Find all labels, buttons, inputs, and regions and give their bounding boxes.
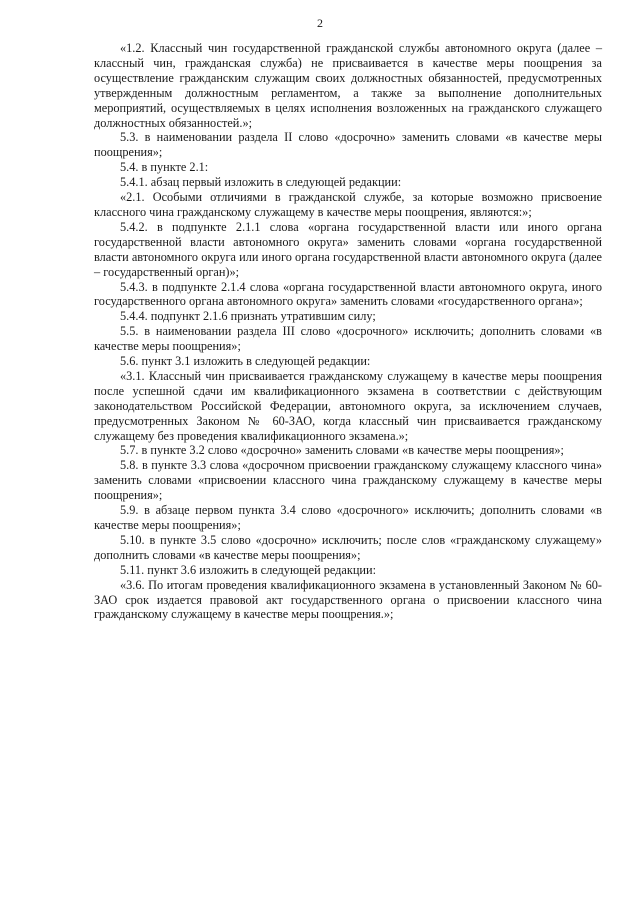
paragraph-3-1-quote: «3.1. Классный чин присваивается гражданскому служащему в качестве меры поощрения после успешной сдачи им квалификационного экзамена в соответствии с действующим законодательством Российской Федерации, автономного округа, за исключением случаев, предусмотренных Законом № 60-ЗАО, когда классный чин присваивается гражданскому служащему без проведения квалификационного экзамена.»;	[94, 368, 602, 443]
paragraph-5-11: 5.11. пункт 3.6 изложить в следующей редакции:	[120, 562, 377, 577]
document-body	[94, 41, 602, 622]
paragraph-5-4-3: 5.4.3. в подпункте 2.1.4 слова «органа государственной власти автономного округа, иного государственного органа автономного округа» заменить словами «государственного органа»;	[94, 279, 602, 309]
paragraph-3-6-quote: «3.6. По итогам проведения квалификационного экзамена в установленный Законом № 60-ЗАО срок издается правовой акт государственного органа о присвоении классного чина гражданскому служащему в качестве меры поощрения.»;	[94, 577, 602, 622]
paragraph-1-2-quote: «1.2. Классный чин государственной гражданской службы автономного округа (далее – классный чин, гражданская служба) не присваивается в качестве меры поощрения за осуществление гражданским служащим своих должностных обязанностей, предусмотренных утвержденным должностным регламентом, а также за выполнение дополнительных мероприятий, осуществляемых в целях исполнения возложенных на гражданского служащего должностных обязанностей.»;	[94, 41, 602, 130]
paragraph-2-1-quote: «2.1. Особыми отличиями в гражданской службе, за которые возможно присвоение классного чина гражданскому служащему в качестве меры поощрения, являются:»;	[94, 190, 602, 219]
paragraph-5-4-2: 5.4.2. в подпункте 2.1.1 слова «органа государственной власти или иного органа государственной власти автономного округа» заменить словами «органа государственной власти автономного округа или иного органа государственной власти автономного округа (далее – государственный орган)»;	[94, 219, 602, 279]
paragraph-5-4-4: 5.4.4. подпункт 2.1.6 признать утратившим силу;	[120, 309, 376, 324]
paragraph-5-4: 5.4. в пункте 2.1:	[120, 160, 209, 175]
paragraph-5-10: 5.10. в пункте 3.5 слово «досрочно» исключить; после слов «гражданскому служащему» дополнить словами «в качестве меры поощрения»;	[94, 532, 602, 562]
paragraph-5-5: 5.5. в наименовании раздела III слово «досрочного» исключить; дополнить словами «в качестве меры поощрения»;	[94, 324, 602, 354]
paragraph-5-8: 5.8. в пункте 3.3 слова «досрочном присвоении гражданскому служащему классного чина» заменить словами «присвоении классного чина гражданскому служащему в качестве меры поощрения»;	[94, 458, 602, 503]
paragraph-5-4-1: 5.4.1. абзац первый изложить в следующей редакции:	[120, 175, 402, 190]
paragraph-5-3: 5.3. в наименовании раздела II слово «досрочно» заменить словами «в качестве меры поощрения»;	[94, 130, 602, 160]
paragraph-5-9: 5.9. в абзаце первом пункта 3.4 слово «досрочного» исключить; дополнить словами «в качестве меры поощрения»;	[94, 503, 602, 532]
page-number: 2	[317, 16, 323, 30]
paragraph-5-6: 5.6. пункт 3.1 изложить в следующей редакции:	[120, 354, 371, 369]
paragraph-5-7: 5.7. в пункте 3.2 слово «досрочно» заменить словами «в качестве меры поощрения»;	[120, 443, 564, 458]
